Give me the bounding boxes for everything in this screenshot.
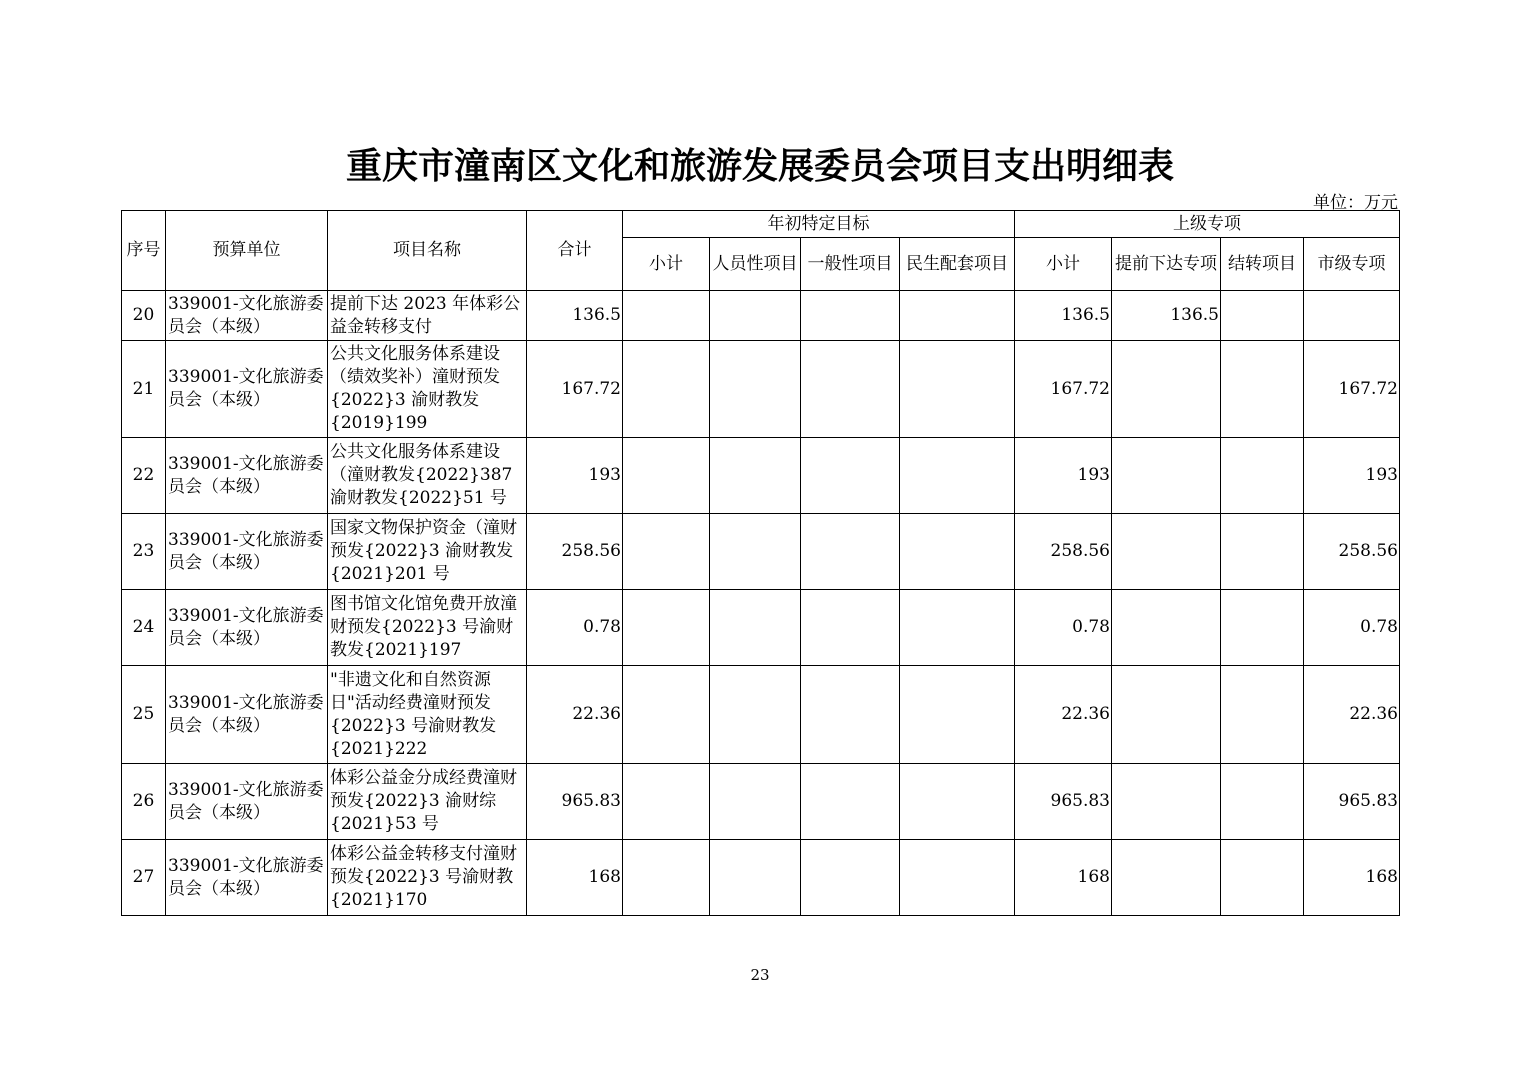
cell-g1-livelihood — [900, 764, 1015, 840]
cell-budget-unit: 339001-文化旅游委员会（本级） — [166, 764, 328, 840]
cell-seq: 22 — [122, 438, 166, 514]
header-g2-subtotal: 小计 — [1015, 238, 1112, 291]
cell-seq: 24 — [122, 590, 166, 666]
cell-g2-subtotal: 22.36 — [1015, 666, 1112, 764]
cell-g2-carryover — [1221, 764, 1304, 840]
cell-g1-livelihood — [900, 590, 1015, 666]
cell-total: 168 — [527, 840, 623, 916]
cell-seq: 21 — [122, 341, 166, 438]
cell-seq: 25 — [122, 666, 166, 764]
cell-g2-carryover — [1221, 590, 1304, 666]
cell-g1-general — [801, 764, 900, 840]
cell-g1-general — [801, 666, 900, 764]
cell-budget-unit: 339001-文化旅游委员会（本级） — [166, 590, 328, 666]
cell-g1-personnel — [710, 666, 801, 764]
cell-g2-advance — [1112, 840, 1221, 916]
cell-project-name: 公共文化服务体系建设（绩效奖补）潼财预发{2022}3 渝财教发{2019}199 — [328, 341, 527, 438]
table-row — [122, 341, 1400, 438]
cell-project-name: 国家文物保护资金（潼财预发{2022}3 渝财教发{2021}201 号 — [328, 514, 527, 590]
cell-g1-subtotal — [623, 438, 710, 514]
cell-g2-advance — [1112, 341, 1221, 438]
cell-total: 0.78 — [527, 590, 623, 666]
table-row — [122, 764, 1400, 840]
cell-g2-subtotal: 168 — [1015, 840, 1112, 916]
cell-g1-general — [801, 590, 900, 666]
cell-g2-subtotal: 136.5 — [1015, 291, 1112, 341]
cell-g2-subtotal: 167.72 — [1015, 341, 1112, 438]
cell-g2-subtotal: 0.78 — [1015, 590, 1112, 666]
cell-budget-unit: 339001-文化旅游委员会（本级） — [166, 341, 328, 438]
header-group-annual-targets: 年初特定目标 — [623, 211, 1015, 238]
cell-g1-general — [801, 840, 900, 916]
cell-seq: 27 — [122, 840, 166, 916]
cell-g1-personnel — [710, 341, 801, 438]
table-row — [122, 291, 1400, 341]
header-g1-general: 一般性项目 — [801, 238, 900, 291]
cell-g2-carryover — [1221, 840, 1304, 916]
header-project-name: 项目名称 — [328, 211, 527, 291]
cell-total: 136.5 — [527, 291, 623, 341]
cell-g2-city: 22.36 — [1304, 666, 1400, 764]
header-g2-city: 市级专项 — [1304, 238, 1400, 291]
cell-g2-advance — [1112, 764, 1221, 840]
header-budget-unit: 预算单位 — [166, 211, 328, 291]
cell-g1-personnel — [710, 514, 801, 590]
cell-g1-livelihood — [900, 438, 1015, 514]
cell-seq: 26 — [122, 764, 166, 840]
table-row — [122, 666, 1400, 764]
cell-g2-subtotal: 965.83 — [1015, 764, 1112, 840]
cell-g1-subtotal — [623, 840, 710, 916]
cell-g2-advance — [1112, 666, 1221, 764]
header-g1-subtotal: 小计 — [623, 238, 710, 291]
cell-g1-subtotal — [623, 764, 710, 840]
cell-g1-personnel — [710, 291, 801, 341]
cell-g1-general — [801, 341, 900, 438]
cell-total: 965.83 — [527, 764, 623, 840]
cell-g1-livelihood — [900, 514, 1015, 590]
header-g1-livelihood: 民生配套项目 — [900, 238, 1015, 291]
cell-budget-unit: 339001-文化旅游委员会（本级） — [166, 438, 328, 514]
cell-g1-general — [801, 514, 900, 590]
table-row — [122, 840, 1400, 916]
cell-g1-subtotal — [623, 291, 710, 341]
cell-g2-subtotal: 193 — [1015, 438, 1112, 514]
cell-budget-unit: 339001-文化旅游委员会（本级） — [166, 291, 328, 341]
cell-g2-city: 167.72 — [1304, 341, 1400, 438]
cell-total: 258.56 — [527, 514, 623, 590]
table-row — [122, 514, 1400, 590]
cell-g2-city: 193 — [1304, 438, 1400, 514]
cell-project-name: 提前下达 2023 年体彩公益金转移支付 — [328, 291, 527, 341]
cell-project-name: 体彩公益金分成经费潼财预发{2022}3 渝财综{2021}53 号 — [328, 764, 527, 840]
cell-g1-personnel — [710, 590, 801, 666]
header-g2-advance: 提前下达专项 — [1112, 238, 1221, 291]
cell-g1-livelihood — [900, 840, 1015, 916]
cell-g2-carryover — [1221, 514, 1304, 590]
expenditure-table — [121, 210, 1400, 916]
cell-total: 193 — [527, 438, 623, 514]
cell-g2-city — [1304, 291, 1400, 341]
cell-seq: 20 — [122, 291, 166, 341]
header-seq: 序号 — [122, 211, 166, 291]
cell-project-name: 体彩公益金转移支付潼财预发{2022}3 号渝财教{2021}170 — [328, 840, 527, 916]
cell-g1-subtotal — [623, 514, 710, 590]
cell-budget-unit: 339001-文化旅游委员会（本级） — [166, 666, 328, 764]
page-number: 23 — [750, 966, 770, 984]
cell-g2-city: 965.83 — [1304, 764, 1400, 840]
cell-g2-advance — [1112, 514, 1221, 590]
header-group-superior-special: 上级专项 — [1015, 211, 1400, 238]
cell-project-name: 公共文化服务体系建设（潼财教发{2022}387 渝财教发{2022}51 号 — [328, 438, 527, 514]
cell-total: 22.36 — [527, 666, 623, 764]
cell-g1-personnel — [710, 438, 801, 514]
cell-project-name: "非遗文化和自然资源日"活动经费潼财预发{2022}3 号渝财教发{2021}222 — [328, 666, 527, 764]
header-g2-carryover: 结转项目 — [1221, 238, 1304, 291]
cell-g1-subtotal — [623, 590, 710, 666]
cell-g2-carryover — [1221, 341, 1304, 438]
table-row — [122, 438, 1400, 514]
cell-g1-personnel — [710, 840, 801, 916]
table-row — [122, 590, 1400, 666]
cell-g2-city: 258.56 — [1304, 514, 1400, 590]
cell-g2-advance: 136.5 — [1112, 291, 1221, 341]
cell-budget-unit: 339001-文化旅游委员会（本级） — [166, 514, 328, 590]
cell-g2-advance — [1112, 438, 1221, 514]
cell-g2-advance — [1112, 590, 1221, 666]
cell-g2-carryover — [1221, 666, 1304, 764]
cell-g2-carryover — [1221, 438, 1304, 514]
cell-g1-subtotal — [623, 341, 710, 438]
cell-g2-carryover — [1221, 291, 1304, 341]
header-total: 合计 — [527, 211, 623, 291]
header-g1-personnel: 人员性项目 — [710, 238, 801, 291]
cell-g1-general — [801, 438, 900, 514]
cell-g1-subtotal — [623, 666, 710, 764]
cell-g1-personnel — [710, 764, 801, 840]
cell-g2-city: 168 — [1304, 840, 1400, 916]
cell-total: 167.72 — [527, 341, 623, 438]
cell-seq: 23 — [122, 514, 166, 590]
unit-label: 单位：万元 — [1313, 193, 1398, 213]
cell-g1-livelihood — [900, 291, 1015, 341]
page-title: 重庆市潼南区文化和旅游发展委员会项目支出明细表 — [345, 146, 1174, 187]
cell-g1-livelihood — [900, 666, 1015, 764]
cell-g1-general — [801, 291, 900, 341]
cell-project-name: 图书馆文化馆免费开放潼财预发{2022}3 号渝财教发{2021}197 — [328, 590, 527, 666]
cell-g2-subtotal: 258.56 — [1015, 514, 1112, 590]
cell-budget-unit: 339001-文化旅游委员会（本级） — [166, 840, 328, 916]
cell-g1-livelihood — [900, 341, 1015, 438]
cell-g2-city: 0.78 — [1304, 590, 1400, 666]
